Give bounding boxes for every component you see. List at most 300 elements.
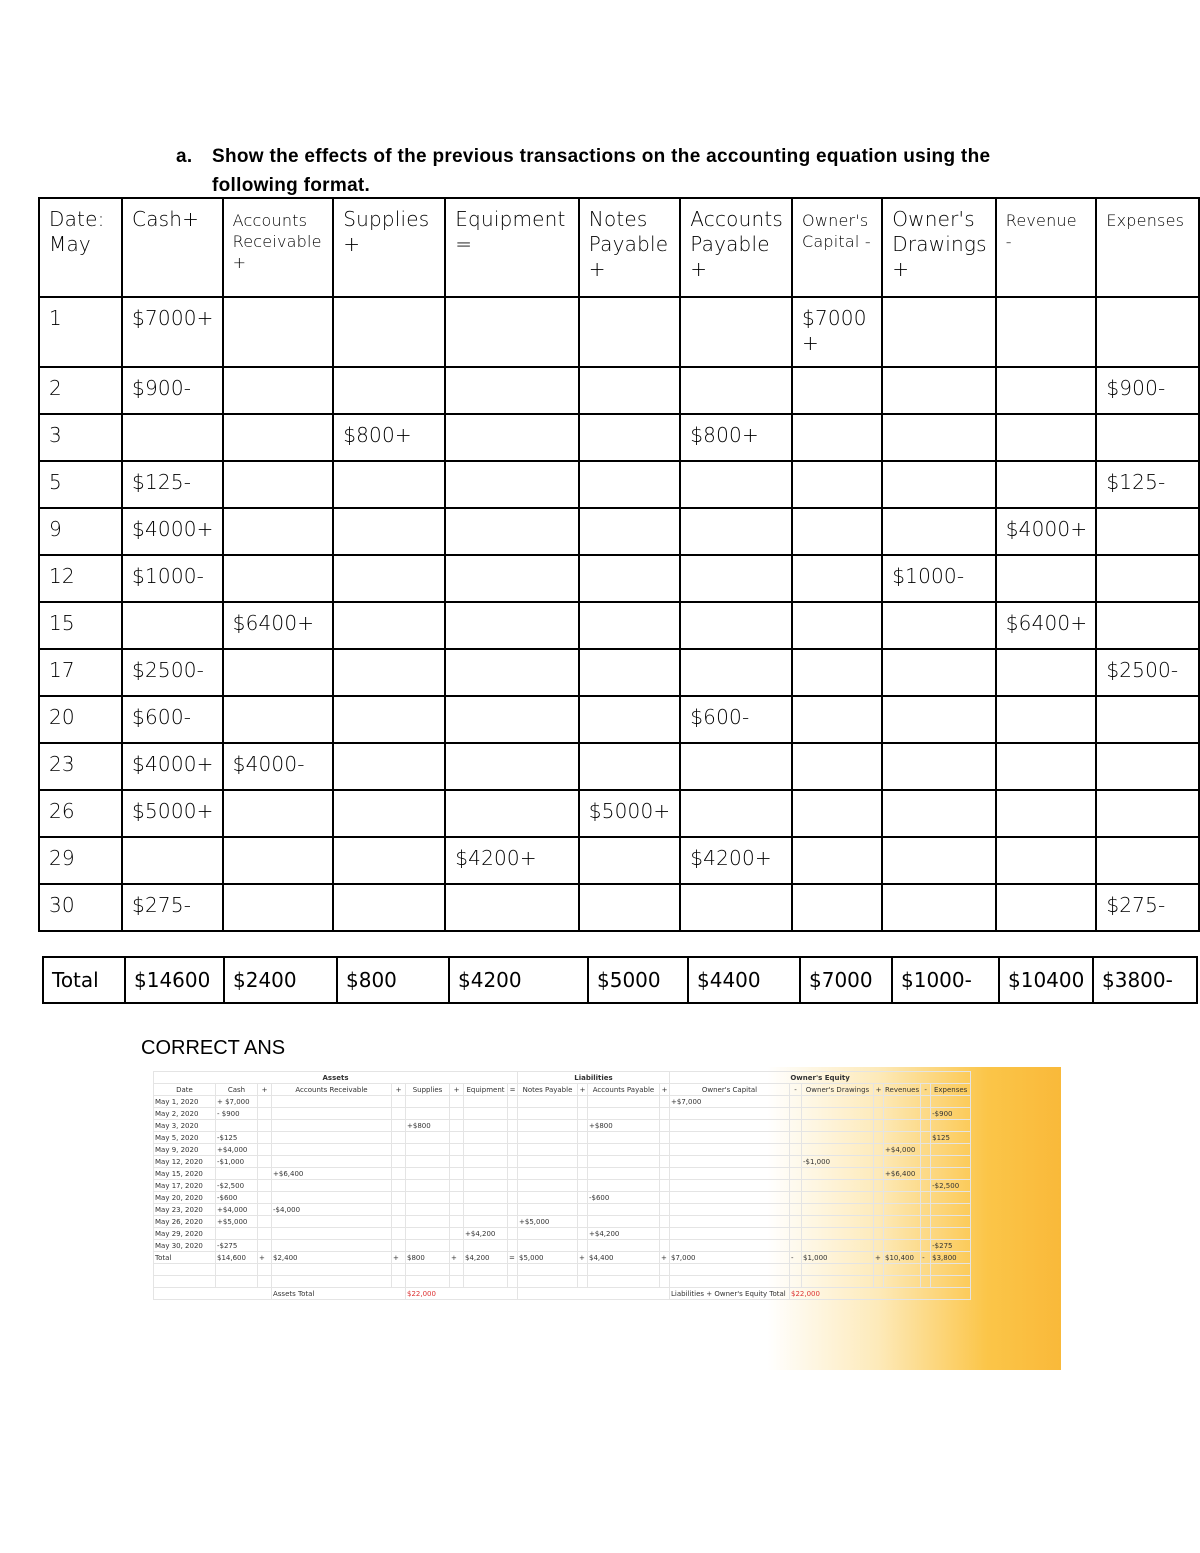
table-cell: $800+: [333, 414, 445, 461]
table-cell: [223, 297, 334, 367]
sheet-cell: [272, 1132, 392, 1144]
sheet-cell: [874, 1108, 884, 1120]
sheet-cell: [578, 1144, 588, 1156]
table-cell: 3: [39, 414, 122, 461]
sheet-cell: [931, 1216, 971, 1228]
sheet-cell: [884, 1192, 921, 1204]
sheet-cell: [258, 1240, 272, 1252]
table-cell: [882, 837, 995, 884]
sheet-cell: [508, 1120, 518, 1132]
table-cell: $1000-: [122, 555, 223, 602]
sheet-cell: [588, 1156, 660, 1168]
table-cell: [792, 602, 882, 649]
sheet-cell: [931, 1276, 971, 1288]
column-header: Expenses: [1096, 198, 1199, 297]
sheet-row: [154, 1132, 971, 1144]
table-cell: [680, 367, 792, 414]
sheet-cell: -$275: [931, 1240, 971, 1252]
table-row: [39, 649, 1199, 696]
sheet-cell: [670, 1108, 790, 1120]
table-cell: $125-: [122, 461, 223, 508]
table-cell: [333, 297, 445, 367]
table-cell: [579, 367, 680, 414]
table-cell: [333, 837, 445, 884]
sheet-header-cell: -: [790, 1084, 802, 1096]
sheet-cell: [216, 1264, 258, 1276]
sheet-cell: [931, 1192, 971, 1204]
sheet-cell: [392, 1096, 406, 1108]
total-cell: $3800-: [1093, 957, 1197, 1003]
sheet-cell: [154, 1264, 216, 1276]
table-cell: [579, 884, 680, 931]
sheet-cell: [450, 1192, 464, 1204]
sheet-cell: [802, 1168, 874, 1180]
table-cell: 2: [39, 367, 122, 414]
sheet-cell: [921, 1240, 931, 1252]
table-cell: [223, 649, 334, 696]
column-header: Owner's Drawings +: [882, 198, 995, 297]
table-cell: 17: [39, 649, 122, 696]
sheet-cell: -$125: [216, 1132, 258, 1144]
sheet-cell: [670, 1168, 790, 1180]
sheet-cell: $4,400: [588, 1252, 660, 1264]
sheet-cell: [790, 1120, 802, 1132]
table-cell: [445, 696, 579, 743]
sheet-total-cell: $22,000: [790, 1288, 971, 1300]
table-cell: $2500-: [122, 649, 223, 696]
sheet-cell: [884, 1228, 921, 1240]
sheet-cell: [518, 1204, 578, 1216]
sheet-cell: [660, 1228, 670, 1240]
table-cell: [792, 649, 882, 696]
table-row: [39, 837, 1199, 884]
answer-sheet-table: [153, 1071, 971, 1300]
sheet-cell: [884, 1276, 921, 1288]
sheet-cell: +$4,000: [216, 1144, 258, 1156]
sheet-cell: [588, 1240, 660, 1252]
table-cell: [882, 367, 995, 414]
sheet-cell: [884, 1096, 921, 1108]
sheet-cell: [406, 1276, 450, 1288]
equity-group-header: Owner's Equity: [670, 1072, 971, 1084]
sheet-cell: +$800: [406, 1120, 450, 1132]
sheet-cell: [578, 1192, 588, 1204]
sheet-header-cell: Owner's Capital: [670, 1084, 790, 1096]
sheet-cell: [670, 1264, 790, 1276]
table-cell: [579, 414, 680, 461]
table-row: [39, 461, 1199, 508]
table-cell: 1: [39, 297, 122, 367]
table-cell: $5000+: [579, 790, 680, 837]
sheet-cell: [272, 1144, 392, 1156]
table-cell: 12: [39, 555, 122, 602]
sheet-cell: [874, 1264, 884, 1276]
sheet-cell: [508, 1264, 518, 1276]
sheet-cell: $2,400: [272, 1252, 392, 1264]
table-cell: [680, 602, 792, 649]
column-header: Accounts Receivable +: [223, 198, 334, 297]
instruction-heading: [176, 142, 1076, 200]
sheet-cell: [450, 1096, 464, 1108]
sheet-cell: [931, 1228, 971, 1240]
table-cell: [882, 790, 995, 837]
instruction-text: Show the effects of the previous transactions on the accounting equation using the following format.: [212, 146, 991, 196]
table-cell: [445, 297, 579, 367]
sheet-cell: +$4,200: [464, 1228, 508, 1240]
table-cell: [223, 367, 334, 414]
table-row: [39, 414, 1199, 461]
table-row: [39, 555, 1199, 602]
sheet-header-cell: Date: [154, 1084, 216, 1096]
table-cell: [792, 555, 882, 602]
table-row: [39, 696, 1199, 743]
table-cell: [996, 461, 1097, 508]
sheet-cell: [790, 1144, 802, 1156]
table-cell: [1096, 555, 1199, 602]
sheet-cell: [154, 1276, 216, 1288]
sheet-cell: [578, 1132, 588, 1144]
sheet-cell: [790, 1216, 802, 1228]
sheet-cell: -$1,000: [802, 1156, 874, 1168]
sheet-cell: [518, 1276, 578, 1288]
table-cell: $4000+: [122, 508, 223, 555]
sheet-cell: [931, 1204, 971, 1216]
table-cell: [223, 696, 334, 743]
sheet-cell: [272, 1120, 392, 1132]
sheet-cell: May 1, 2020: [154, 1096, 216, 1108]
table-cell: [1096, 297, 1199, 367]
sheet-cell: [464, 1240, 508, 1252]
sheet-cell: [464, 1144, 508, 1156]
sheet-cell: [660, 1096, 670, 1108]
table-cell: [996, 414, 1097, 461]
sheet-cell: [392, 1276, 406, 1288]
sheet-cell: [588, 1132, 660, 1144]
table-cell: [792, 696, 882, 743]
sheet-cell: [884, 1264, 921, 1276]
sheet-cell: [518, 1228, 578, 1240]
sheet-cell: [790, 1264, 802, 1276]
sheet-header-cell: Notes Payable: [518, 1084, 578, 1096]
sheet-header-cell: Accounts Payable: [588, 1084, 660, 1096]
sheet-cell: [660, 1108, 670, 1120]
sheet-cell: [874, 1132, 884, 1144]
sheet-cell: [802, 1132, 874, 1144]
table-cell: [996, 367, 1097, 414]
sheet-cell: [670, 1276, 790, 1288]
table-cell: [223, 555, 334, 602]
table-cell: 26: [39, 790, 122, 837]
table-cell: $275-: [122, 884, 223, 931]
table-row: [39, 743, 1199, 790]
table-cell: [445, 743, 579, 790]
sheet-cell: [258, 1120, 272, 1132]
total-cell: Total: [43, 957, 125, 1003]
sheet-row: [154, 1168, 971, 1180]
table-cell: $125-: [1096, 461, 1199, 508]
table-cell: [333, 790, 445, 837]
table-cell: [122, 602, 223, 649]
table-cell: $4200+: [445, 837, 579, 884]
table-cell: $1000-: [882, 555, 995, 602]
sheet-cell: -$2,500: [931, 1180, 971, 1192]
sheet-cell: [931, 1144, 971, 1156]
sheet-cell: [450, 1168, 464, 1180]
sheet-cell: [588, 1168, 660, 1180]
sheet-cell: [216, 1228, 258, 1240]
sheet-cell: [258, 1144, 272, 1156]
sheet-cell: +: [874, 1252, 884, 1264]
sheet-cell: [464, 1264, 508, 1276]
sheet-cell: [790, 1132, 802, 1144]
table-cell: [445, 602, 579, 649]
sheet-cell: $7,000: [670, 1252, 790, 1264]
sheet-cell: [660, 1276, 670, 1288]
sheet-cell: [588, 1180, 660, 1192]
sheet-cell: [258, 1276, 272, 1288]
sheet-cell: [272, 1276, 392, 1288]
sheet-header-cell: +: [392, 1084, 406, 1096]
sheet-cell: [874, 1144, 884, 1156]
sheet-cell: May 23, 2020: [154, 1204, 216, 1216]
sheet-cell: [790, 1240, 802, 1252]
totals-row: [43, 957, 1197, 1003]
table-cell: [333, 649, 445, 696]
sheet-cell: [921, 1132, 931, 1144]
sheet-cell: [874, 1228, 884, 1240]
sheet-cell: [578, 1096, 588, 1108]
sheet-cell: [921, 1120, 931, 1132]
sheet-cell: [464, 1120, 508, 1132]
sheet-cell: [790, 1192, 802, 1204]
sheet-cell: [508, 1132, 518, 1144]
table-row: [39, 884, 1199, 931]
table-cell: [333, 508, 445, 555]
sheet-cell: [790, 1276, 802, 1288]
sheet-cell: [931, 1168, 971, 1180]
sheet-cell: [874, 1240, 884, 1252]
totals-table: [42, 956, 1198, 1004]
sheet-cell: - $900: [216, 1108, 258, 1120]
table-row: [39, 602, 1199, 649]
sheet-row: [154, 1228, 971, 1240]
sheet-cell: [272, 1240, 392, 1252]
table-cell: [680, 649, 792, 696]
sheet-cell: [578, 1168, 588, 1180]
sheet-cell: -: [921, 1252, 931, 1264]
sheet-cell: =: [508, 1252, 518, 1264]
column-header: Equipment =: [445, 198, 579, 297]
sheet-cell: May 29, 2020: [154, 1228, 216, 1240]
sheet-cell: [258, 1108, 272, 1120]
sheet-cell: [578, 1228, 588, 1240]
sheet-cell: May 30, 2020: [154, 1240, 216, 1252]
table-cell: $7000+: [122, 297, 223, 367]
sheet-blank-row: [154, 1264, 971, 1276]
sheet-total-cell: Liabilities + Owner's Equity Total: [670, 1288, 790, 1300]
sheet-cell: [464, 1204, 508, 1216]
sheet-cell: [884, 1120, 921, 1132]
sheet-header-cell: Owner's Drawings: [802, 1084, 874, 1096]
sheet-cell: [802, 1240, 874, 1252]
sheet-cell: [802, 1108, 874, 1120]
sheet-cell: [508, 1228, 518, 1240]
table-cell: [333, 696, 445, 743]
sheet-cell: [406, 1192, 450, 1204]
table-cell: [882, 602, 995, 649]
table-cell: 30: [39, 884, 122, 931]
table-cell: [680, 884, 792, 931]
table-cell: [996, 555, 1097, 602]
sheet-cell: [450, 1264, 464, 1276]
sheet-cell: [216, 1276, 258, 1288]
table-row: [39, 790, 1199, 837]
table-row: [39, 367, 1199, 414]
sheet-cell: [802, 1204, 874, 1216]
sheet-cell: [508, 1096, 518, 1108]
sheet-cell: [874, 1156, 884, 1168]
table-cell: [792, 414, 882, 461]
table-cell: [1096, 508, 1199, 555]
sheet-cell: [884, 1180, 921, 1192]
column-header: Revenue -: [996, 198, 1097, 297]
total-cell: $7000: [800, 957, 892, 1003]
sheet-cell: [216, 1168, 258, 1180]
table-cell: [333, 743, 445, 790]
sheet-cell: [258, 1156, 272, 1168]
sheet-cell: [588, 1264, 660, 1276]
total-cell: $5000: [588, 957, 688, 1003]
sheet-cell: [790, 1156, 802, 1168]
sheet-cell: [450, 1276, 464, 1288]
table-cell: [1096, 790, 1199, 837]
sheet-cell: $1,000: [802, 1252, 874, 1264]
sheet-cell: +$4,000: [216, 1204, 258, 1216]
table-cell: [1096, 414, 1199, 461]
sheet-header-cell: Equipment: [464, 1084, 508, 1096]
table-cell: $900-: [1096, 367, 1199, 414]
sheet-cell: [518, 1192, 578, 1204]
table-cell: [223, 790, 334, 837]
sheet-header-cell: +: [660, 1084, 670, 1096]
sheet-cell: [406, 1156, 450, 1168]
sheet-cell: [931, 1096, 971, 1108]
sheet-cell: May 17, 2020: [154, 1180, 216, 1192]
table-cell: $600-: [122, 696, 223, 743]
sheet-cell: [921, 1180, 931, 1192]
sheet-cell: [578, 1108, 588, 1120]
sheet-cell: [588, 1096, 660, 1108]
table-cell: [445, 649, 579, 696]
sheet-cell: [450, 1156, 464, 1168]
sheet-cell: [660, 1144, 670, 1156]
sheet-cell: [272, 1156, 392, 1168]
sheet-cell: [660, 1132, 670, 1144]
sheet-cell: -$900: [931, 1108, 971, 1120]
sheet-cell: [921, 1168, 931, 1180]
sheet-cell: [578, 1156, 588, 1168]
sheet-cell: +$6,400: [272, 1168, 392, 1180]
table-cell: [122, 414, 223, 461]
table-cell: [445, 367, 579, 414]
sheet-cell: [518, 1288, 670, 1300]
sheet-cell: +$5,000: [518, 1216, 578, 1228]
table-cell: [333, 367, 445, 414]
table-cell: [579, 743, 680, 790]
sheet-cell: [450, 1216, 464, 1228]
sheet-cell: [258, 1192, 272, 1204]
table-cell: [996, 696, 1097, 743]
sheet-cell: [450, 1240, 464, 1252]
table-cell: [1096, 696, 1199, 743]
table-cell: [223, 884, 334, 931]
sheet-cell: [578, 1276, 588, 1288]
sheet-cell: [406, 1240, 450, 1252]
sheet-cell: May 12, 2020: [154, 1156, 216, 1168]
sheet-cell: [392, 1156, 406, 1168]
sheet-cell: $800: [406, 1252, 450, 1264]
sheet-cell: [392, 1264, 406, 1276]
table-cell: 20: [39, 696, 122, 743]
sheet-cell: [802, 1228, 874, 1240]
sheet-cell: [670, 1192, 790, 1204]
sheet-cell: [406, 1108, 450, 1120]
sheet-cell: May 20, 2020: [154, 1192, 216, 1204]
sheet-cell: [884, 1132, 921, 1144]
table-cell: [882, 508, 995, 555]
table-cell: [680, 297, 792, 367]
sheet-cell: [921, 1228, 931, 1240]
sheet-cell: +: [660, 1252, 670, 1264]
table-cell: $4000+: [996, 508, 1097, 555]
sheet-cell: +: [450, 1252, 464, 1264]
table-cell: [333, 555, 445, 602]
liabilities-group-header: Liabilities: [518, 1072, 670, 1084]
sheet-cell: May 9, 2020: [154, 1144, 216, 1156]
sheet-cell: -$2,500: [216, 1180, 258, 1192]
sheet-cell: [884, 1204, 921, 1216]
sheet-cell: [802, 1180, 874, 1192]
sheet-cell: [464, 1180, 508, 1192]
sheet-cell: [921, 1096, 931, 1108]
column-header: Owner's Capital -: [792, 198, 882, 297]
table-cell: [445, 461, 579, 508]
sheet-cell: [406, 1168, 450, 1180]
column-header: Date: May: [39, 198, 122, 297]
sheet-cell: [258, 1216, 272, 1228]
sheet-header-cell: +: [874, 1084, 884, 1096]
sheet-cell: $10,400: [884, 1252, 921, 1264]
sheet-cell: [518, 1132, 578, 1144]
table-cell: [579, 297, 680, 367]
column-header: Notes Payable +: [579, 198, 680, 297]
sheet-cell: [392, 1228, 406, 1240]
sheet-cell: [406, 1264, 450, 1276]
sheet-cell: [464, 1132, 508, 1144]
sheet-cell: [450, 1108, 464, 1120]
sheet-cell: [670, 1144, 790, 1156]
table-cell: $6400+: [996, 602, 1097, 649]
sheet-cell: [392, 1120, 406, 1132]
sheet-cell: [464, 1168, 508, 1180]
table-cell: [792, 743, 882, 790]
sheet-cell: [392, 1180, 406, 1192]
sheet-cell: +: [258, 1252, 272, 1264]
sheet-cell: [518, 1168, 578, 1180]
sheet-row: [154, 1144, 971, 1156]
sheet-cell: [406, 1132, 450, 1144]
table-cell: [680, 743, 792, 790]
